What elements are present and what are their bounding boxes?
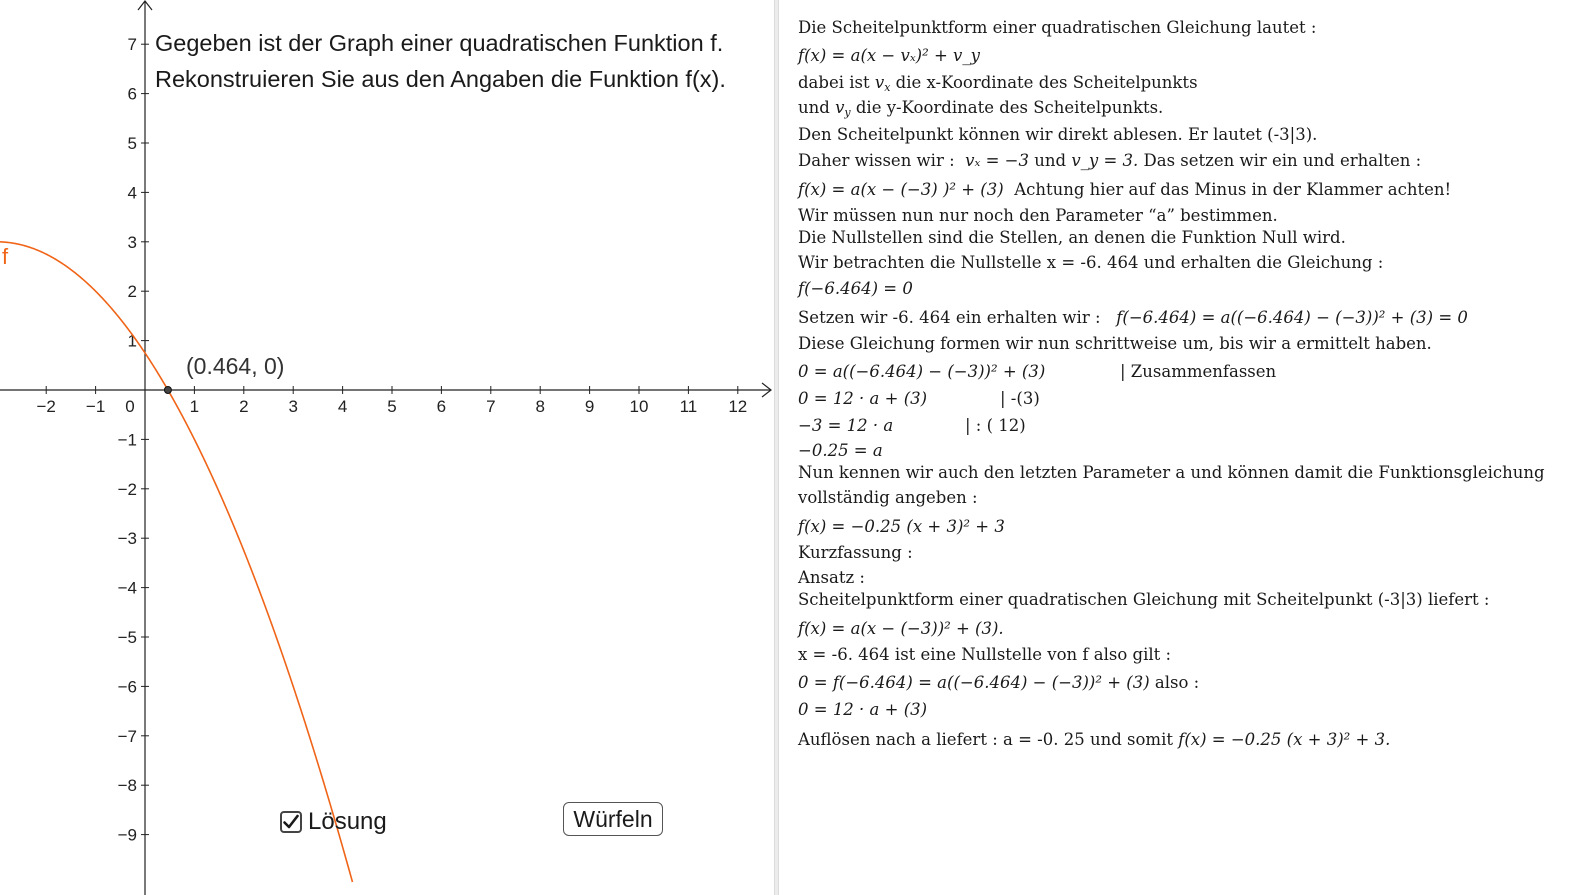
view-divider[interactable] bbox=[774, 0, 779, 895]
solution-step-2-note: | -(3) bbox=[1000, 389, 1040, 408]
root-point[interactable] bbox=[164, 387, 171, 394]
summary-line-4: 0 = f(−6.464) = a((−6.464) − (−3))² + (3) also : bbox=[798, 673, 1200, 692]
solution-line-1: Die Scheitelpunktform einer quadratischen Gleichung lautet : bbox=[798, 18, 1317, 37]
y-tick-label: −6 bbox=[117, 677, 137, 697]
coordinate-plot[interactable] bbox=[0, 0, 778, 895]
x-tick-label: 0 bbox=[125, 397, 135, 416]
y-tick-label: 6 bbox=[127, 84, 137, 104]
summary-line-5: 0 = 12 · a + (3) bbox=[798, 700, 928, 719]
approach-heading: Ansatz : bbox=[798, 568, 865, 587]
x-tick-label: 10 bbox=[629, 397, 649, 416]
solution-step-3-note: | : ( 12) bbox=[965, 416, 1026, 435]
task-text-line-2: Rekonstruieren Sie aus den Angaben die Funktion f(x). bbox=[155, 66, 726, 92]
y-tick-label: 5 bbox=[127, 134, 137, 153]
summary-line-6: Auflösen nach a liefert : a = -0. 25 und somit f(x) = −0.25 (x + 3)² + 3. bbox=[798, 730, 1391, 749]
checkmark-icon bbox=[282, 813, 300, 831]
y-tick-label: −3 bbox=[117, 529, 137, 549]
x-tick-label: 2 bbox=[239, 397, 249, 416]
solution-line-19: vollständig angeben : bbox=[798, 488, 978, 507]
solution-line-5: Den Scheitelpunkt können wir direkt ablesen. Er lautet (-3|3). bbox=[798, 125, 1318, 144]
solution-line-4: und $v_y$ die y-Koordinate des Scheitelpunkts. bbox=[798, 98, 1164, 119]
x-tick-label: −2 bbox=[36, 397, 56, 416]
y-tick-label: 3 bbox=[127, 232, 137, 252]
y-tick-label: −5 bbox=[117, 628, 137, 647]
x-tick-label: 9 bbox=[584, 397, 595, 416]
task-text-line-1: Gegeben ist der Graph einer quadratischen Funktion f. bbox=[155, 30, 724, 56]
y-tick-label: −2 bbox=[117, 479, 137, 499]
solution-checkbox[interactable] bbox=[280, 808, 387, 836]
parabola-curve[interactable] bbox=[0, 242, 352, 882]
solution-step-1-note: | Zusammenfassen bbox=[1120, 362, 1277, 381]
x-tick-label: 11 bbox=[679, 397, 698, 416]
x-tick-label: −1 bbox=[85, 397, 106, 416]
summary-line-1: Scheitelpunktform einer quadratischen Gleichung mit Scheitelpunkt (-3|3) liefert : bbox=[798, 590, 1490, 609]
solution-line-6: Daher wissen wir : vₓ = −3 und v_y = 3. Das setzen wir ein und erhalten : bbox=[798, 151, 1422, 170]
x-tick-label: 8 bbox=[535, 397, 545, 416]
solution-result-formula: f(x) = −0.25 (x + 3)² + 3 bbox=[798, 517, 1005, 536]
x-tick-label: 3 bbox=[288, 397, 298, 416]
solution-line-13: Diese Gleichung formen wir nun schrittweise um, bis wir a ermittelt haben. bbox=[798, 334, 1432, 353]
y-tick-label: 7 bbox=[127, 35, 137, 55]
y-tick-label: −8 bbox=[117, 776, 137, 796]
checkbox-label: Lösung bbox=[308, 808, 387, 835]
solution-line-18: Nun kennen wir auch den letzten Parameter a und können damit die Funktionsgleichung bbox=[798, 463, 1545, 482]
solution-step-2: 0 = 12 · a + (3) bbox=[798, 389, 928, 408]
summary-line-2: f(x) = a(x − (−3))² + (3). bbox=[798, 619, 1004, 638]
y-tick-label: −4 bbox=[117, 578, 137, 598]
solution-line-3: dabei ist $v_x$ die x-Koordinate des Scheitelpunkts bbox=[798, 73, 1198, 94]
solution-line-8: Wir müssen nun nur noch den Parameter “a” bestimmen. bbox=[798, 206, 1278, 225]
solution-panel bbox=[798, 0, 1578, 895]
solution-formula-vertex-form: f(x) = a(x − vₓ)² + v_y bbox=[798, 46, 980, 65]
y-tick-label: −9 bbox=[117, 825, 137, 845]
root-point-label: (0.464, 0) bbox=[186, 353, 285, 379]
x-tick-label: 4 bbox=[337, 397, 348, 416]
x-tick-label: 5 bbox=[387, 397, 397, 416]
solution-step-4: −0.25 = a bbox=[798, 441, 883, 460]
solution-step-3: −3 = 12 · a bbox=[798, 416, 894, 435]
y-tick-label: 2 bbox=[127, 282, 137, 302]
solution-line-11: f(−6.464) = 0 bbox=[798, 279, 913, 298]
y-tick-label: −1 bbox=[117, 430, 137, 450]
x-tick-label: 12 bbox=[728, 397, 748, 416]
solution-line-9: Die Nullstellen sind die Stellen, an denen die Funktion Null wird. bbox=[798, 228, 1346, 247]
graphics-view[interactable] bbox=[0, 0, 778, 895]
solution-line-10: Wir betrachten die Nullstelle x = -6. 464 und erhalten die Gleichung : bbox=[798, 253, 1384, 272]
solution-line-7: f(x) = a(x − (−3) )² + (3) Achtung hier auf das Minus in der Klammer achten! bbox=[798, 180, 1452, 199]
summary-heading: Kurzfassung : bbox=[798, 543, 913, 562]
checkbox-box[interactable] bbox=[280, 811, 302, 833]
x-tick-label: 1 bbox=[189, 397, 200, 416]
summary-line-3: x = -6. 464 ist eine Nullstelle von f also gilt : bbox=[798, 645, 1172, 664]
y-tick-label: 4 bbox=[127, 183, 137, 203]
x-tick-label: 7 bbox=[486, 397, 496, 416]
solution-step-1: 0 = a((−6.464) − (−3))² + (3) bbox=[798, 362, 1046, 381]
y-tick-label: −7 bbox=[117, 726, 137, 746]
roll-dice-button[interactable]: Würfeln bbox=[563, 802, 663, 836]
solution-line-12: Setzen wir -6. 464 ein erhalten wir : f(−6.464) = a((−6.464) − (−3))² + (3) = 0 bbox=[798, 308, 1468, 327]
y-tick-label: 1 bbox=[127, 331, 137, 351]
curve-label: f bbox=[2, 244, 9, 269]
x-tick-label: 6 bbox=[436, 397, 447, 416]
